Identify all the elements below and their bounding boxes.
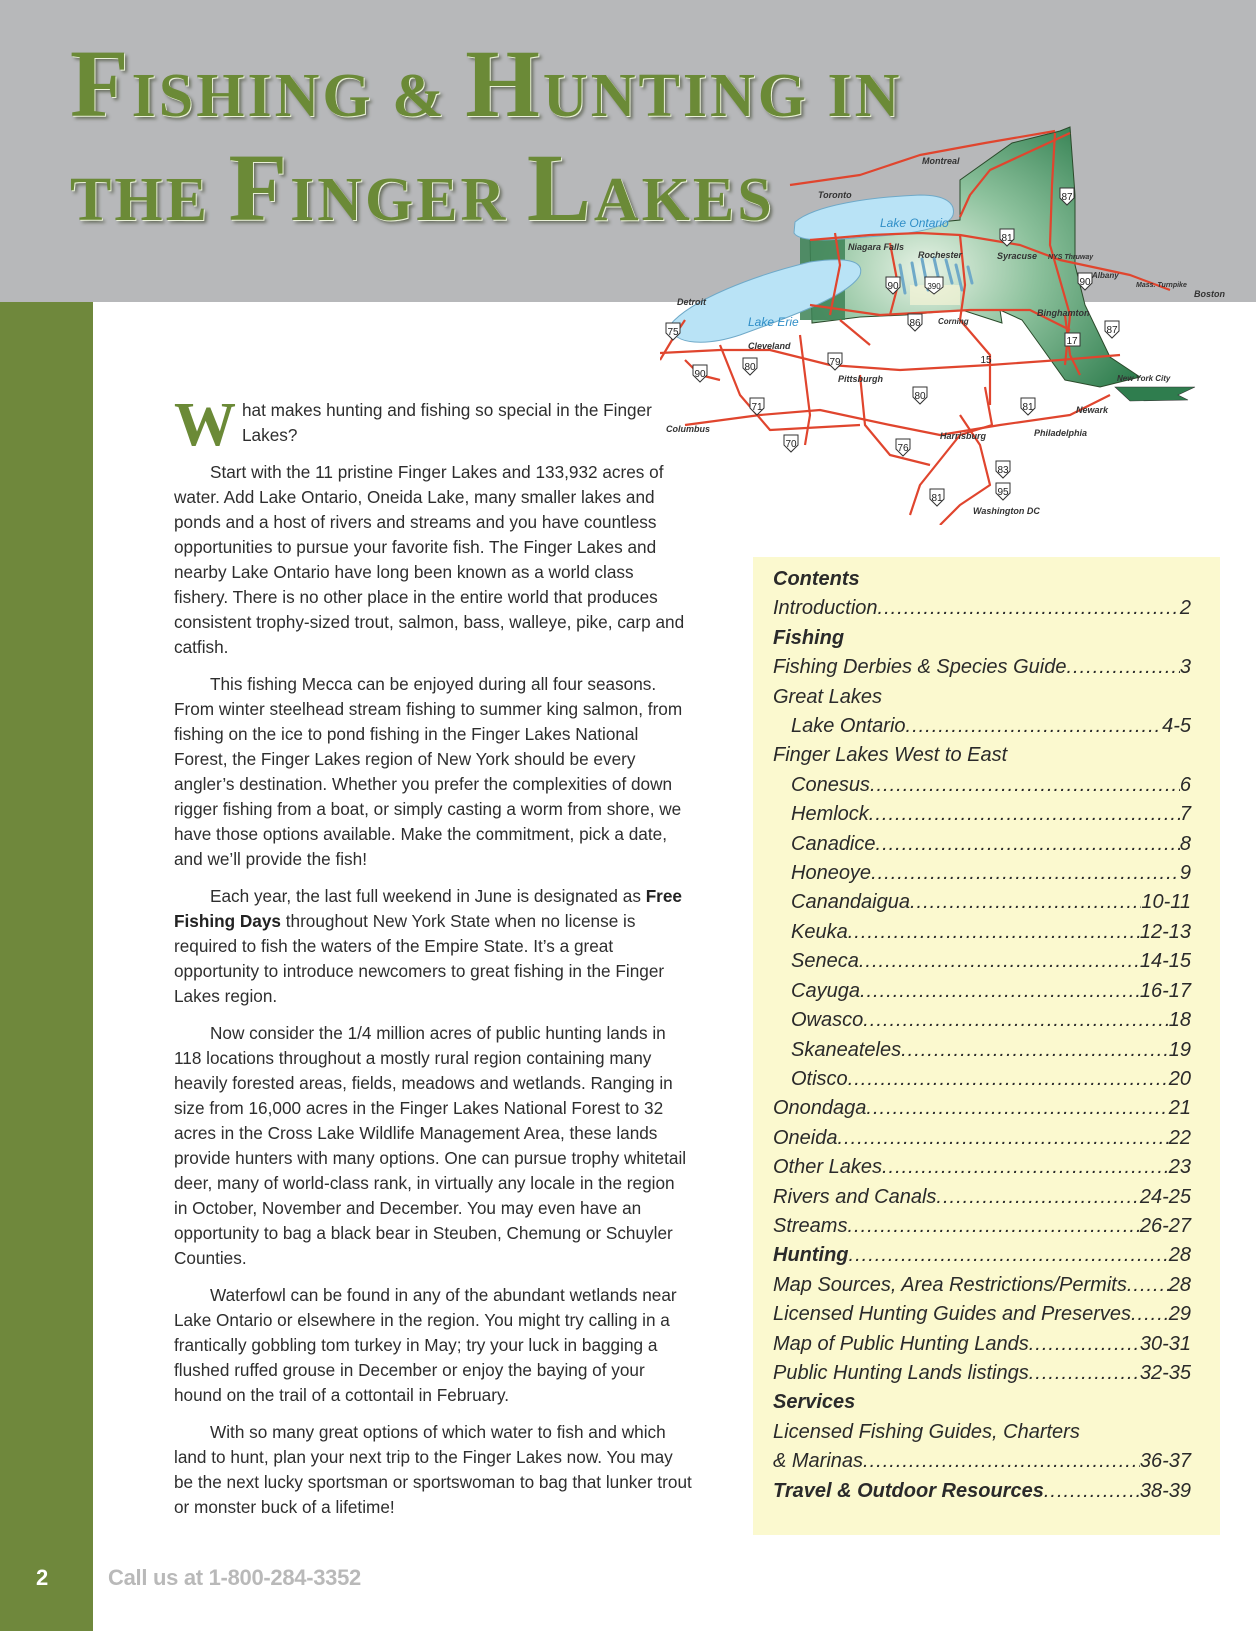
shield-label: 70 xyxy=(785,439,797,450)
toc-entry-label: Onondaga xyxy=(773,1097,867,1120)
toc-entry-page: 19 xyxy=(1168,1038,1191,1061)
toc-leader xyxy=(860,977,1140,1006)
route-label: 15 xyxy=(980,355,992,366)
shield-label: 71 xyxy=(751,402,763,413)
toc-list xyxy=(773,565,1191,1506)
city-label: Montreal xyxy=(922,156,960,166)
toc-subheading xyxy=(773,1418,1191,1447)
toc-entry-label: Rivers and Canals xyxy=(773,1185,937,1208)
city-label: Boston xyxy=(1194,289,1225,299)
toc-entry-label: Lake Ontario xyxy=(791,715,906,738)
shield-label: 75 xyxy=(667,327,679,338)
toc-entry[interactable] xyxy=(773,888,1191,917)
toc-entry-page: 22 xyxy=(1168,1126,1191,1149)
toc-entry[interactable] xyxy=(773,1241,1191,1270)
toc-entry-page: 2 xyxy=(1179,597,1191,620)
toc-leader xyxy=(906,712,1163,741)
city-label: Philadelphia xyxy=(1034,428,1088,438)
interstate-shield xyxy=(896,439,910,456)
toc-entry[interactable] xyxy=(773,1094,1191,1123)
toc-entry-page: 6 xyxy=(1179,773,1191,796)
toc-entry-label: Seneca xyxy=(791,950,859,973)
toc-title xyxy=(773,565,1191,594)
toc-entry-page: 4-5 xyxy=(1162,715,1191,738)
toc-entry-label: Introduction xyxy=(773,597,878,620)
toc-leader xyxy=(1131,1300,1169,1329)
toc-entry-page: 28 xyxy=(1168,1273,1191,1296)
toc-entry-label: Map Sources, Area Restrictions/Permits xyxy=(773,1273,1127,1296)
region-map xyxy=(660,125,1240,525)
shield-label: 90 xyxy=(1079,277,1091,288)
shield-label: 95 xyxy=(997,487,1009,498)
toc-entry[interactable] xyxy=(773,1065,1191,1094)
toc-entry[interactable] xyxy=(773,712,1191,741)
city-label: Newark xyxy=(1076,405,1109,415)
article-paragraph: With so many great options of which water to fish and which land to hunt, plan your next trip to the Finger Lakes now. You may be the next lucky sportsman or sportswoman to bag that lunker trout or monster buck of a lifetime! xyxy=(174,1422,692,1517)
interstate-shield xyxy=(1021,398,1035,415)
toc-entry-page: 16-17 xyxy=(1139,979,1191,1002)
toc-entry[interactable] xyxy=(773,1477,1191,1506)
toc-leader xyxy=(838,1124,1169,1153)
toc-entry-page: 26-27 xyxy=(1139,1214,1191,1237)
toc-entry[interactable] xyxy=(773,594,1191,623)
drop-cap: W xyxy=(174,391,236,459)
shield-label: 80 xyxy=(914,391,926,402)
shield-label: 86 xyxy=(909,318,921,329)
city-label: Rochester xyxy=(918,250,963,260)
toc-entry-page: 29 xyxy=(1168,1303,1191,1326)
toc-entry-label: Canandaigua xyxy=(791,891,910,914)
article-paragraph: Now consider the 1/4 million acres of public hunting lands in 118 locations throughout a mostly rural region containing many heavily forested areas, fields, meadows and wetlands. Ranging in size from 16,000 acres in the Finger Lakes National Forest to 32 acres in the Cross Lake Wildlife Management Area, these lands provide hunters with many options. One can pursue trophy whitetail deer, many of world-class rank, in virtually any locale in the region in October, November and December. You may even have an opportunity to bag a black bear in Steuben, Chemung or Schuyler Counties. xyxy=(174,1023,687,1268)
phone-callout: Call us at 1-800-284-3352 xyxy=(108,1565,361,1590)
title-text: ISHING & xyxy=(131,62,466,130)
toc-section-label: Fishing xyxy=(773,626,845,649)
toc-entry[interactable] xyxy=(773,653,1191,682)
interstate-shield xyxy=(886,277,900,294)
shield-label: 79 xyxy=(829,357,841,368)
toc-leader xyxy=(866,1094,1168,1123)
interstate-shield xyxy=(666,323,680,340)
article-paragraph: Start with the 11 pristine Finger Lakes and 133,932 acres of water. Add Lake Ontario, Oneida Lake, many smaller lakes and ponds and a host of rivers and streams and you have countless opportunities to pursue your favorite fish. The Finger Lakes and nearby Lake Ontario have long been known as a world class fishery. There is no other place in the entire world that produces consistent trophy-sized trout, salmon, bass, walleye, pike, carp and catfish. xyxy=(174,462,685,657)
shield-label: 90 xyxy=(887,281,899,292)
toc-entry[interactable] xyxy=(773,1124,1191,1153)
toc-entry-label: Skaneateles xyxy=(791,1038,902,1061)
city-label: Binghamton xyxy=(1037,308,1090,318)
paragraph-text: hat makes hunting and fishing so special in the Finger Lakes? xyxy=(242,400,652,445)
toc-leader xyxy=(863,1006,1169,1035)
city-label: Corning xyxy=(938,317,969,326)
toc-leader xyxy=(878,594,1180,623)
toc-entry-page: 36-37 xyxy=(1139,1450,1191,1473)
paragraph-text: Each year, the last full weekend in June is designated as xyxy=(210,886,646,906)
toc-title-label: Contents xyxy=(773,568,860,590)
shield-label: 83 xyxy=(997,465,1009,476)
toc-subheading-label: Licensed Fishing Guides, Charters xyxy=(773,1420,1080,1443)
toc-section-heading xyxy=(773,1388,1191,1417)
toc-leader xyxy=(870,771,1180,800)
toc-leader xyxy=(901,1036,1169,1065)
city-label: Cleveland xyxy=(748,341,791,351)
city-label: Syracuse xyxy=(997,251,1038,261)
toc-entry-page: 30-31 xyxy=(1139,1332,1191,1355)
toc-leader xyxy=(910,888,1141,917)
interstate-shield xyxy=(750,398,764,415)
toc-entry-label: Map of Public Hunting Lands xyxy=(773,1332,1029,1355)
toc-entry[interactable] xyxy=(773,800,1191,829)
toc-entry-label: Streams xyxy=(773,1214,848,1237)
title-text: THE xyxy=(70,166,229,234)
toc-entry-page: 21 xyxy=(1168,1097,1191,1120)
title-text: INGER xyxy=(290,166,527,234)
toc-entry-page: 24-25 xyxy=(1139,1185,1191,1208)
toc-entry-page: 14-15 xyxy=(1139,950,1191,973)
toc-leader xyxy=(1044,1477,1140,1506)
shield-label: 17 xyxy=(1066,336,1078,347)
toc-leader xyxy=(882,1153,1169,1182)
toc-subheading xyxy=(773,741,1191,770)
article-body xyxy=(174,391,692,1532)
city-label: Niagara Falls xyxy=(848,242,905,252)
toc-leader xyxy=(849,1241,1169,1270)
lake-label: Lake Erie xyxy=(748,315,799,329)
city-label: Albany xyxy=(1092,271,1119,280)
toc-leader xyxy=(1029,1330,1140,1359)
free-fishing-days-emphasis: Free Fishing Days xyxy=(174,886,682,931)
interstate-shield xyxy=(996,483,1010,500)
toc-entry[interactable] xyxy=(773,1330,1191,1359)
toc-subheading-label: Finger Lakes West to East xyxy=(773,744,1008,767)
toc-entry-label: Cayuga xyxy=(791,979,860,1002)
toc-leader xyxy=(871,859,1180,888)
toc-leader xyxy=(848,1065,1169,1094)
title-cap: F xyxy=(228,134,291,241)
toc-entry-label: Travel & Outdoor Resources xyxy=(773,1479,1044,1502)
interstate-shield xyxy=(784,435,798,452)
article-paragraph xyxy=(174,391,692,459)
toc-entry[interactable] xyxy=(773,1271,1191,1300)
toc-entry[interactable] xyxy=(773,830,1191,859)
toc-entry[interactable] xyxy=(773,771,1191,800)
article-paragraph: Waterfowl can be found in any of the abundant wetlands near Lake Ontario or elsewhere in the region. You might try calling in a frantically gobbling tom turkey in May; try your luck in bagging a flushed ruffed grouse in December or enjoy the baying of your hound on the trail of a cottontail in February. xyxy=(174,1285,677,1405)
toc-entry-page: 28 xyxy=(1168,1244,1191,1267)
toc-entry[interactable] xyxy=(773,1153,1191,1182)
toc-entry[interactable] xyxy=(773,977,1191,1006)
interstate-shield xyxy=(913,387,927,404)
toc-entry-label: Canadice xyxy=(791,832,876,855)
interstate-shield xyxy=(693,365,707,382)
toc-section-heading xyxy=(773,624,1191,653)
toc-entry[interactable] xyxy=(773,1300,1191,1329)
toc-leader xyxy=(848,918,1140,947)
title-cap: H xyxy=(465,30,543,137)
title-text: AKES xyxy=(593,166,775,234)
toc-entry-page: 8 xyxy=(1179,832,1191,855)
interstate-shield xyxy=(996,461,1010,478)
toc-leader xyxy=(869,800,1180,829)
shield-label: 80 xyxy=(744,362,756,373)
toc-entry-page: 18 xyxy=(1168,1009,1191,1032)
toc-leader xyxy=(863,1447,1140,1476)
interstate-shield xyxy=(828,353,842,370)
toc-entry-page: 3 xyxy=(1179,656,1191,679)
article-paragraph xyxy=(174,884,692,1009)
toc-entry-label: Owasco xyxy=(791,1009,864,1032)
toc-entry-label: Otisco xyxy=(791,1067,848,1090)
city-label: Detroit xyxy=(677,297,706,307)
toc-entry-page: 7 xyxy=(1179,803,1191,826)
interstate-shield xyxy=(1000,229,1014,246)
interstate-shield xyxy=(930,489,944,506)
toc-entry-page: 20 xyxy=(1168,1067,1191,1090)
city-label: Toronto xyxy=(818,190,852,200)
left-accent-bar xyxy=(0,302,93,1631)
toc-leader xyxy=(1029,1359,1140,1388)
shield-label: 90 xyxy=(694,369,706,380)
route-shield xyxy=(1065,333,1080,347)
article-paragraph: This fishing Mecca can be enjoyed during all four seasons. From winter steelhead stream fishing to summer king salmon, from fishing on the ice to pond fishing in the Finger Lakes National Forest, the Finger Lakes region of New York should be every angler’s destination. Whether you prefer the complexities of down rigger fishing from a boat, or simply casting a worm from shore, we have those options available. Make the commitment, pick a date, and we’ll provide the fish! xyxy=(174,674,683,869)
toc-entry-page: 32-35 xyxy=(1139,1361,1191,1384)
toc-leader xyxy=(859,947,1140,976)
shield-label: 390 xyxy=(927,282,941,291)
interstate-shield xyxy=(908,314,922,331)
toc-entry-label: Hunting xyxy=(773,1244,849,1267)
toc-leader xyxy=(847,1212,1139,1241)
toc-entry-page: 12-13 xyxy=(1139,920,1191,943)
toc-entry-page: 10-11 xyxy=(1141,891,1191,914)
interstate-shield xyxy=(1060,188,1074,205)
toc-entry-label: Other Lakes xyxy=(773,1156,882,1179)
shield-label: 87 xyxy=(1106,325,1118,336)
toc-subheading-label: Great Lakes xyxy=(773,685,882,708)
toc-leader xyxy=(876,830,1180,859)
title-cap: F xyxy=(70,30,132,137)
toc-entry-label: Public Hunting Lands listings xyxy=(773,1361,1029,1384)
toc-entry[interactable] xyxy=(773,1006,1191,1035)
toc-entry-label: Hemlock xyxy=(791,803,869,826)
toc-leader xyxy=(1066,653,1179,682)
toc-entry-label: Licensed Hunting Guides and Preserves xyxy=(773,1303,1131,1326)
title-cap: L xyxy=(526,134,594,241)
toc-entry-label: Conesus xyxy=(791,773,870,796)
city-label: Harrisburg xyxy=(940,431,987,441)
toc-section-label: Services xyxy=(773,1391,856,1414)
toc-entry-label: Oneida xyxy=(773,1126,838,1149)
city-label: New York City xyxy=(1117,374,1171,383)
toc-entry[interactable] xyxy=(773,918,1191,947)
paragraph-text: throughout New York State when no license is required to fish the waters of the Empire State. It’s a great opportunity to introduce newcomers to great fishing in the Finger Lakes region. xyxy=(174,911,665,1006)
interstate-shield xyxy=(743,358,757,375)
toc-leader xyxy=(936,1183,1139,1212)
flag-shape xyxy=(1115,387,1195,401)
toc-entry[interactable] xyxy=(773,1212,1191,1241)
toc-entry[interactable] xyxy=(773,1359,1191,1388)
toc-entry[interactable] xyxy=(773,1183,1191,1212)
toc-entry-label: & Marinas xyxy=(773,1450,864,1473)
toc-entry-label: Fishing Derbies & Species Guide xyxy=(773,656,1067,679)
table-of-contents xyxy=(753,557,1220,1535)
shield-label: 76 xyxy=(897,443,909,454)
toc-entry[interactable] xyxy=(773,1036,1191,1065)
city-label: Washington DC xyxy=(973,506,1040,516)
shield-label: 87 xyxy=(1061,192,1073,203)
shield-label: 81 xyxy=(1001,233,1013,244)
toc-entry-page: 38-39 xyxy=(1139,1479,1191,1502)
city-label: Columbus xyxy=(666,424,710,434)
toc-entry[interactable] xyxy=(773,1447,1191,1476)
road-label: NYS Thruway xyxy=(1048,254,1094,261)
toc-entry-page: 9 xyxy=(1179,862,1191,885)
toc-subheading xyxy=(773,683,1191,712)
toc-entry[interactable] xyxy=(773,859,1191,888)
toc-leader xyxy=(1127,1271,1169,1300)
shield-label: 81 xyxy=(931,493,943,504)
interstate-shield xyxy=(1105,321,1119,338)
city-label: Pittsburgh xyxy=(838,374,883,384)
toc-entry-label: Keuka xyxy=(791,920,848,943)
title-text: UNTING IN xyxy=(542,62,903,130)
page-number: 2 xyxy=(36,1565,49,1590)
road-label: Mass. Turnpike xyxy=(1136,282,1187,289)
toc-entry[interactable] xyxy=(773,947,1191,976)
shield-label: 81 xyxy=(1022,402,1034,413)
toc-entry-page: 23 xyxy=(1168,1156,1191,1179)
lake-label: Lake Ontario xyxy=(880,216,949,230)
interstate-shield xyxy=(1078,273,1092,290)
toc-entry-label: Honeoye xyxy=(791,862,872,885)
